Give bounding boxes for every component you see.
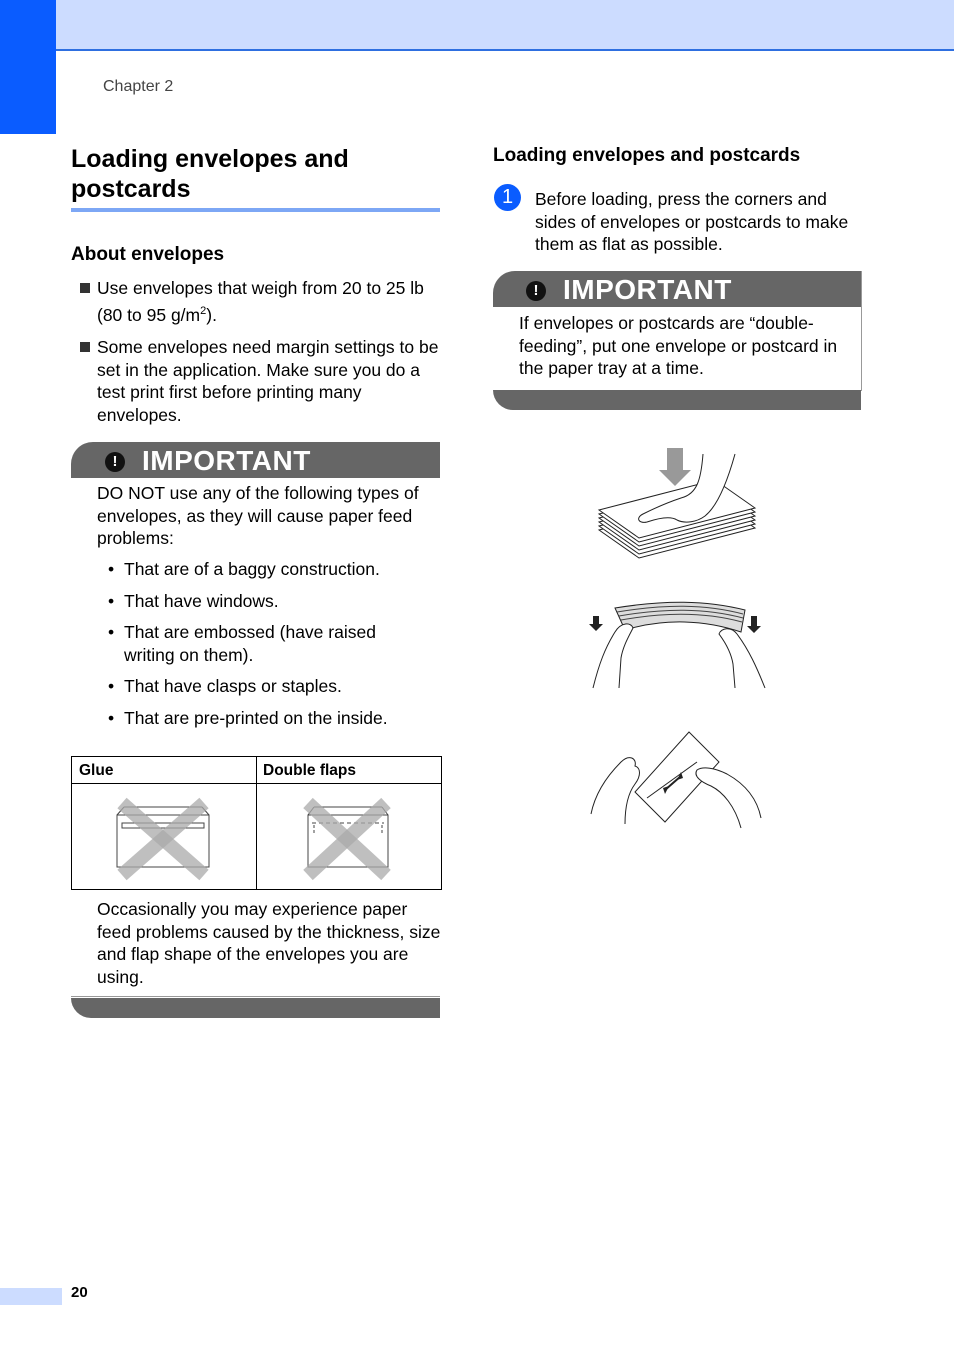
bullet-dot-icon: •: [108, 591, 115, 611]
table-header-glue: Glue: [72, 757, 256, 784]
superscript: 2: [200, 304, 207, 317]
bullet-dot-icon: •: [108, 676, 115, 696]
bullet-square-icon: [80, 342, 90, 352]
page-number: 20: [71, 1284, 88, 1301]
list-item-text: That have windows.: [124, 591, 279, 611]
list-item-text: That have clasps or staples.: [124, 676, 342, 696]
flatten-envelope-illustration: [585, 728, 775, 838]
list-item: [108, 675, 434, 698]
title-underline: [71, 208, 440, 212]
important-header: [493, 271, 861, 307]
important-footer: [493, 390, 861, 410]
list-item: [108, 590, 434, 613]
important-text: If envelopes or postcards are “double-feeding”, put one envelope or postcard in the paper tray at a time.: [519, 313, 838, 378]
about-envelopes-heading: About envelopes: [71, 244, 225, 265]
chapter-tab: [0, 0, 56, 134]
table-header-double-flaps: Double flaps: [256, 757, 441, 784]
exclamation-icon: !: [105, 452, 125, 472]
important-footer: [71, 998, 440, 1018]
important-title: IMPORTANT: [142, 445, 311, 476]
bullet-dot-icon: •: [108, 622, 115, 642]
envelope-type-table: [71, 756, 442, 890]
bullet-weight: [97, 277, 442, 326]
list-item-text: That are embossed (have raised writing on them).: [124, 622, 376, 665]
chapter-label: Chapter 2: [103, 78, 174, 95]
divider: [71, 996, 440, 997]
list-item-text: That are of a baggy construction.: [124, 559, 380, 579]
bullet-square-icon: [80, 283, 90, 293]
step-number-badge: 1: [494, 184, 521, 211]
important-title: IMPORTANT: [563, 274, 732, 305]
bullet-margin: Some envelopes need margin settings to be set in the application. Make sure you do a test print first before printing many envelopes.: [97, 337, 439, 425]
important-right-border: [861, 271, 862, 391]
important-note: Occasionally you may experience paper feed problems caused by the thickness, size and flap shape of the envelopes you are using.: [97, 899, 441, 987]
bullet-dot-icon: •: [108, 708, 115, 728]
bullet-weight-tail: ).: [206, 304, 217, 325]
list-item: [108, 558, 434, 581]
double-flap-envelope-icon: [300, 795, 405, 885]
glue-envelope-icon: [112, 795, 217, 885]
section-title: Loading envelopes and postcards: [71, 145, 349, 203]
important-header: [71, 442, 440, 478]
important-intro: DO NOT use any of the following types of envelopes, as they will cause paper feed problems:: [97, 483, 419, 548]
bullet-weight-text: Use envelopes that weigh from 20 to 25 lb (80 to 95 g/m: [97, 278, 424, 325]
loading-heading: Loading envelopes and postcards: [493, 145, 801, 166]
exclamation-icon: !: [526, 281, 546, 301]
step-text: Before loading, press the corners and sides of envelopes or postcards to make them as flat as possible.: [535, 189, 849, 254]
press-envelopes-illustration: [585, 440, 775, 570]
table-divider: [256, 757, 257, 889]
page-number-band: [0, 1288, 62, 1305]
list-item: [108, 621, 414, 666]
list-item-text: That are pre-printed on the inside.: [124, 708, 388, 728]
bend-envelopes-illustration: [585, 598, 775, 693]
top-header-band: [0, 0, 954, 51]
bullet-dot-icon: •: [108, 559, 115, 579]
list-item: [108, 707, 434, 730]
